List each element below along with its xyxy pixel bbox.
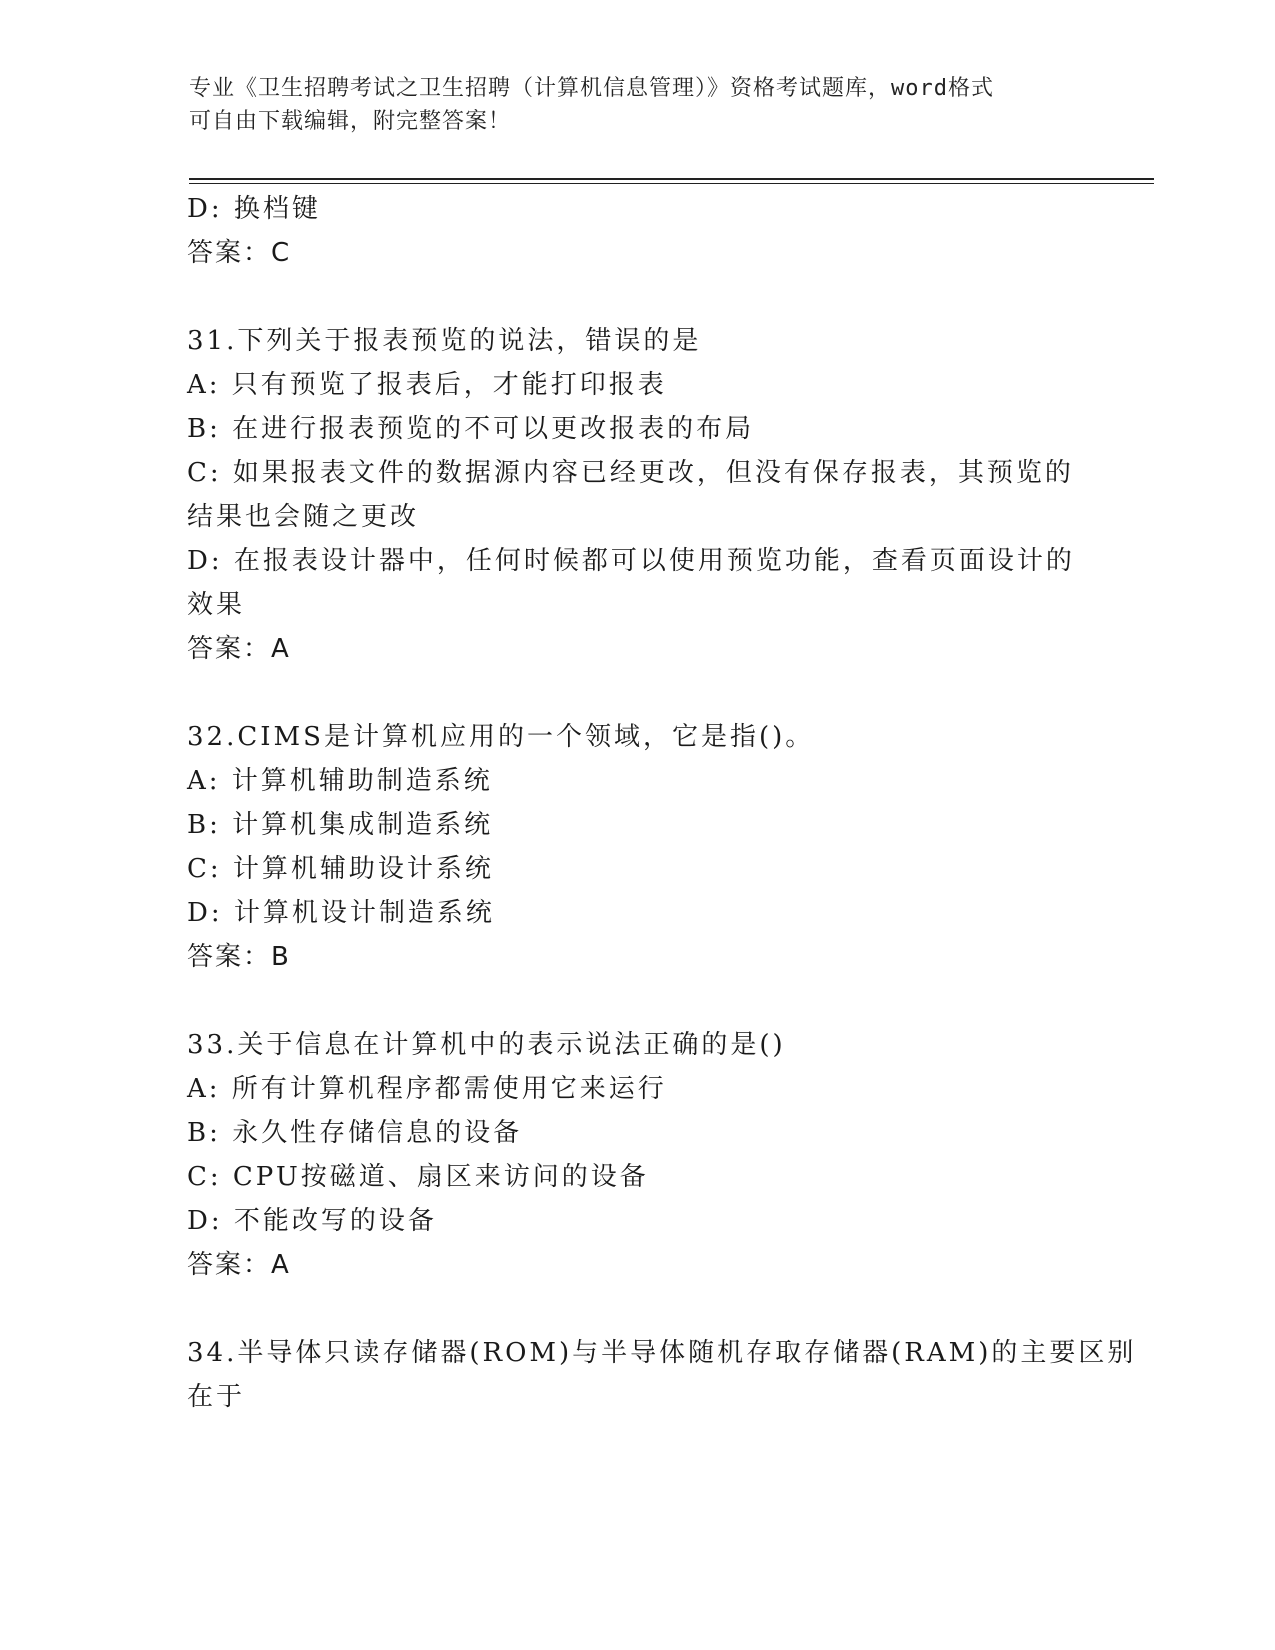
question-34-cont: 在于 [187, 1382, 246, 1412]
header-rule-thick [189, 178, 1154, 180]
answer-q32: 答案：B [187, 942, 291, 972]
document-header [189, 72, 1069, 138]
option-c-q31-cont: 结果也会随之更改 [187, 502, 420, 532]
option-c-q33: C: CPU按磁道、扇区来访问的设备 [187, 1162, 649, 1192]
answer-q31: 答案：A [187, 634, 291, 664]
option-d-q33: D: 不能改写的设备 [187, 1206, 437, 1236]
question-33: 33.关于信息在计算机中的表示说法正确的是() [187, 1030, 786, 1060]
option-a-q32: A: 计算机辅助制造系统 [187, 766, 493, 796]
option-a-q33: A: 所有计算机程序都需使用它来运行 [187, 1074, 667, 1104]
header-rule-thin [189, 183, 1154, 184]
answer-q30: 答案：C [187, 238, 292, 268]
option-c-q32: C: 计算机辅助设计系统 [187, 854, 494, 884]
option-d-q32: D: 计算机设计制造系统 [187, 898, 495, 928]
answer-q33: 答案：A [187, 1250, 291, 1280]
option-d-q31: D: 在报表设计器中，任何时候都可以使用预览功能，查看页面设计的 [187, 546, 1075, 576]
option-b-q32: B: 计算机集成制造系统 [187, 810, 494, 840]
option-d-q30: D: 换档键 [187, 194, 321, 224]
option-d-q31-cont: 效果 [187, 590, 246, 620]
option-a-q31: A: 只有预览了报表后，才能打印报表 [187, 370, 667, 400]
question-34: 34.半导体只读存储器(ROM)与半导体随机存取存储器(RAM)的主要区别 [187, 1338, 1137, 1368]
option-b-q33: B: 永久性存储信息的设备 [187, 1118, 523, 1148]
header-line-1: 专业《卫生招聘考试之卫生招聘（计算机信息管理）》资格考试题库，word格式 [189, 76, 994, 101]
option-c-q31: C: 如果报表文件的数据源内容已经更改，但没有保存报表，其预览的 [187, 458, 1074, 488]
question-32: 32.CIMS是计算机应用的一个领域，它是指()。 [187, 722, 815, 752]
header-line-2: 可自由下载编辑，附完整答案！ [189, 109, 512, 134]
question-31: 31.下列关于报表预览的说法，错误的是 [187, 326, 702, 356]
option-b-q31: B: 在进行报表预览的不可以更改报表的布局 [187, 414, 755, 444]
